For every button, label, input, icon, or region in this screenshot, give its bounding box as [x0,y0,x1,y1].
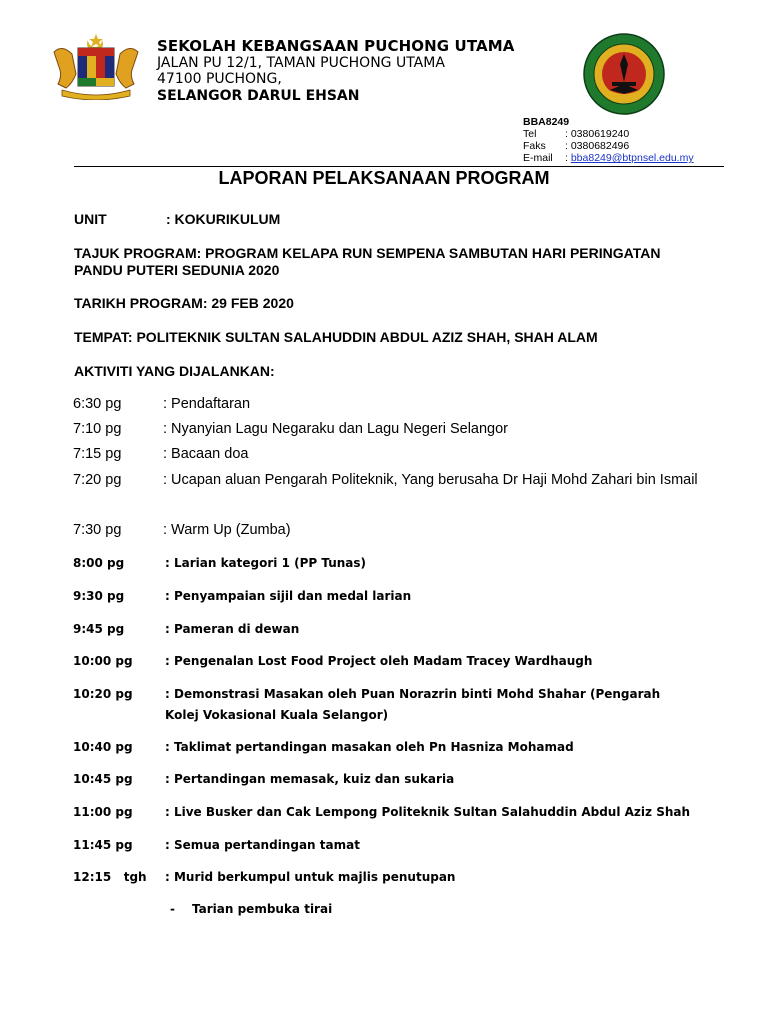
email-separator: : [565,152,571,164]
fax-value: : 0380682496 [565,140,630,152]
address-line-3: SELANGOR DARUL EHSAN [157,88,360,104]
fax-label: Faks [523,140,546,152]
schedule-desc: : Semua pertandingan tamat [165,838,360,852]
schedule-time: 10:20 pg [73,687,133,701]
schedule-desc: : Pendaftaran [163,396,251,412]
school-name: SEKOLAH KEBANGSAAN PUCHONG UTAMA [157,37,515,55]
schedule-desc: : Pameran di dewan [165,622,300,636]
schedule-time: 9:45 pg [73,622,125,636]
schedule-time: 7:30 pg [73,522,122,538]
schedule-desc: : Penyampaian sijil dan medal larian [165,589,412,603]
schedule-desc: : Nyanyian Lagu Negaraku dan Lagu Negeri Selangor [163,421,509,437]
schedule-time: 9:30 pg [73,589,125,603]
address-line-1: JALAN PU 12/1, TAMAN PUCHONG UTAMA [157,55,445,71]
header-divider [74,166,724,167]
unit-value: : KOKURIKULUM [166,211,281,227]
schedule-time: 7:15 pg [73,446,122,462]
schedule-desc: : Warm Up (Zumba) [163,522,291,538]
sub-item [170,902,332,916]
schedule-time: 6:30 pg [73,396,122,412]
program-venue: TEMPAT: POLITEKNIK SULTAN SALAHUDDIN ABDUL AZIZ SHAH, SHAH ALAM [74,329,598,345]
schedule-desc: : Pertandingan memasak, kuiz dan sukaria [165,772,455,786]
schedule-time: 7:20 pg [73,472,122,488]
schedule-desc: : Taklimat pertandingan masakan oleh Pn Hasniza Mohamad [165,740,574,754]
schedule-desc: : Demonstrasi Masakan oleh Puan Norazrin binti Mohd Shahar (Pengarah Kolej Vokasional Kuala Selangor) [165,687,661,722]
report-title: LAPORAN PELAKSANAAN PROGRAM [218,168,550,188]
schedule-time: 8:00 pg [73,556,125,570]
sub-item-text: Tarian pembuka tirai [192,902,333,916]
tel-label: Tel [523,128,537,140]
schedule-time: 10:45 pg [73,772,133,786]
schedule-desc: : Larian kategori 1 (PP Tunas) [165,556,367,570]
schedule-time: 12:15 tgh [73,870,147,884]
program-title: TAJUK PROGRAM: PROGRAM KELAPA RUN SEMPENA SAMBUTAN HARI PERINGATAN PANDU PUTERI SEDUNIA 2020 [74,245,661,278]
tel-value: : 0380619240 [565,128,630,140]
schedule-desc: : Live Busker dan Cak Lempong Politeknik Sultan Salahuddin Abdul Aziz Shah [165,805,691,819]
schedule-time: 7:10 pg [73,421,122,437]
address-line-2: 47100 PUCHONG, [157,71,282,87]
school-emblem-logo [582,32,666,116]
schedule-desc: : Pengenalan Lost Food Project oleh Madam Tracey Wardhaugh [165,654,593,668]
tel-line [523,128,629,140]
activities-heading: AKTIVITI YANG DIJALANKAN: [74,363,275,379]
schedule-desc: : Bacaan doa [163,446,249,462]
schedule-time: 11:00 pg [73,805,133,819]
fax-line [523,140,629,152]
schedule-time: 10:00 pg [73,654,133,668]
schedule-time: 11:45 pg [73,838,133,852]
unit-line [74,211,280,227]
schedule-time: 10:40 pg [73,740,133,754]
email-link[interactable]: bba8249@btpnsel.edu.my [570,152,694,164]
school-code: BBA8249 [523,116,570,128]
program-date: TARIKH PROGRAM: 29 FEB 2020 [74,295,294,311]
email-label: E-mail [523,152,553,164]
unit-label: UNIT [74,211,107,227]
schedule-desc: : Ucapan aluan Pengarah Politeknik, Yang berusaha Dr Haji Mohd Zahari bin Ismail [163,472,698,488]
email-line [523,152,694,164]
coat-of-arms-logo [48,32,144,100]
schedule-desc: : Murid berkumpul untuk majlis penutupan [165,870,456,884]
sub-item-bullet: - [170,902,175,916]
